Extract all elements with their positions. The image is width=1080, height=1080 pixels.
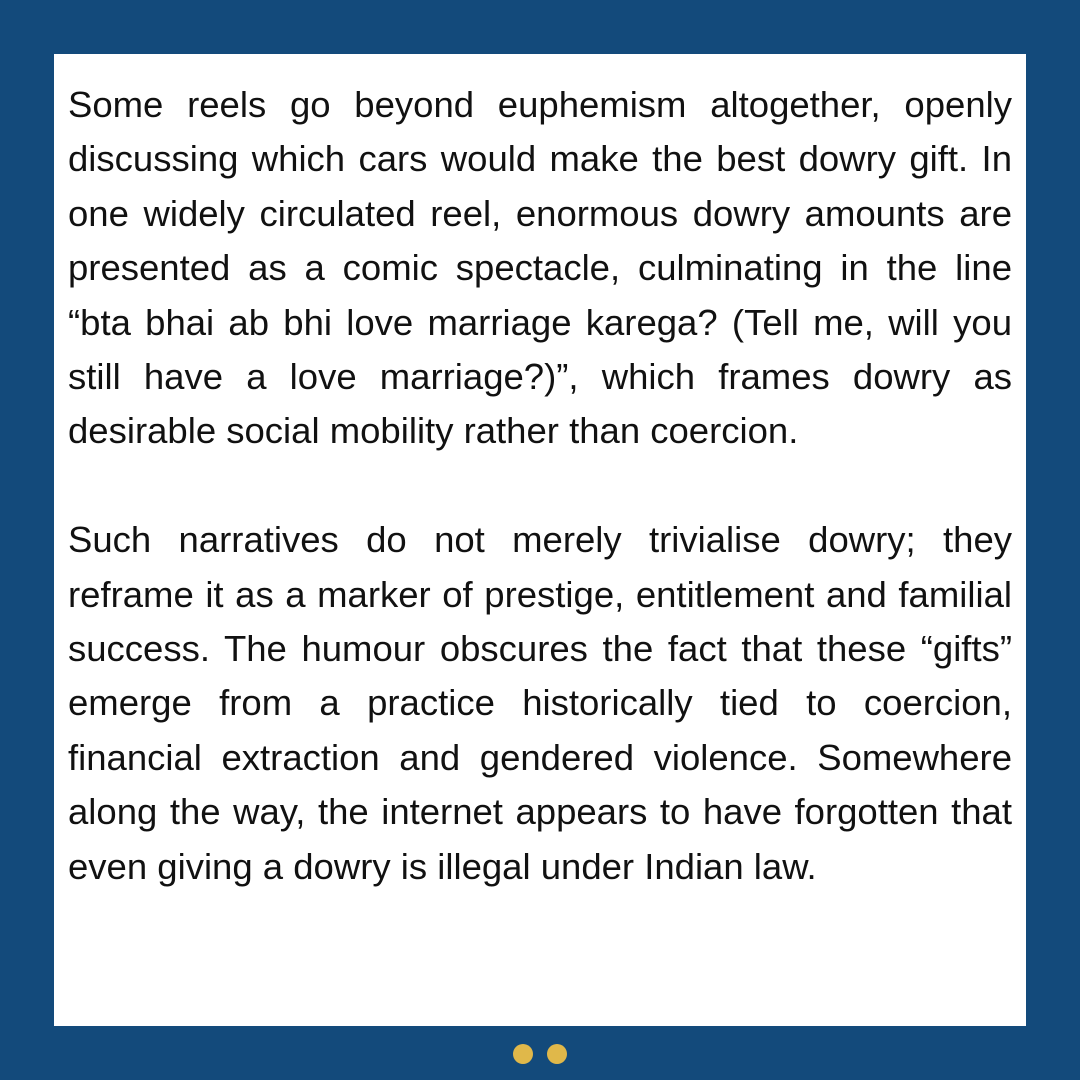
page-dot-icon[interactable]	[513, 1044, 533, 1064]
paragraph-1: Some reels go beyond euphemism altogether, openly discussing which cars would make the best dowry gift. In one widely circulated reel, enormous dowry amounts are presented as a comic spectacle, culminating in the line “bta bhai ab bhi love marriage karega? (Tell me, will you still have a love marriage?)”, which frames dowry as desirable social mobility rather than coercion.	[68, 84, 1012, 452]
carousel-indicator	[0, 1044, 1080, 1064]
paragraph-2: Such narratives do not merely trivialise dowry; they reframe it as a marker of prestige, entitlement and familial success. The humour obscures the fact that these “gifts” emerge from a practice historically tied to coercion, financial extraction and gendered violence. Somewhere along the way, the internet appears to have forgotten that even giving a dowry is illegal under Indian law.	[68, 519, 1012, 887]
page-dot-icon[interactable]	[547, 1044, 567, 1064]
text-card	[54, 54, 1026, 1026]
